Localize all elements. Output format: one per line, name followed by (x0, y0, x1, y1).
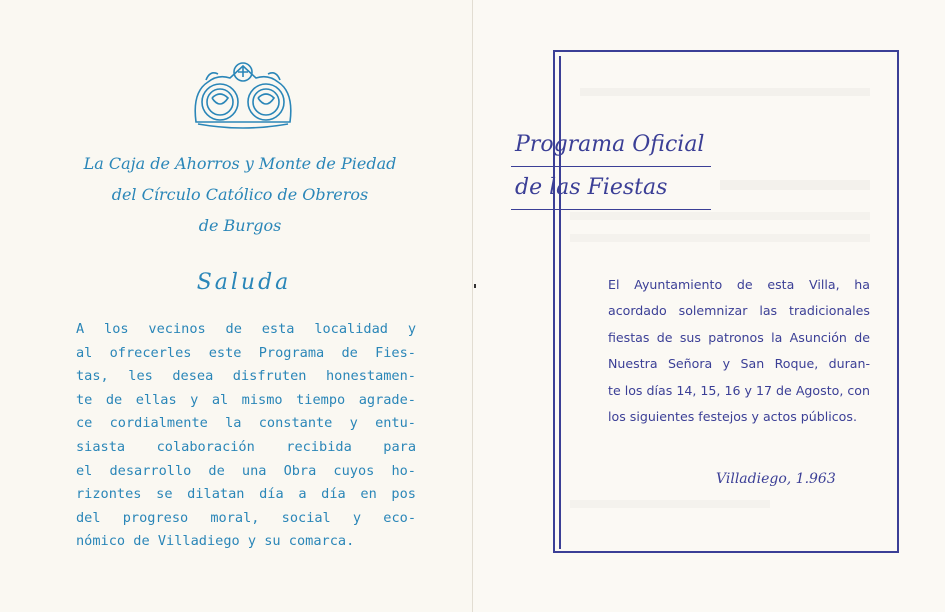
show-through-shadow (720, 180, 870, 190)
show-through-shadow (570, 212, 870, 220)
show-through-shadow (570, 500, 770, 508)
crest-icon (188, 52, 298, 130)
greeting-line: al ofrecerles este Programa de Fies- (76, 344, 416, 361)
place-date: Villadiego, 1.963 (716, 471, 836, 487)
fold-mark (474, 284, 476, 288)
program-title (511, 124, 711, 210)
announcement-line: acordado solemnizar las tradicionales (608, 303, 870, 319)
organization-line: de Burgos (198, 216, 282, 235)
program-title-line: Programa Oficial (511, 124, 711, 167)
show-through-shadow (580, 88, 870, 96)
organization-name (40, 148, 440, 241)
greeting-line: A los vecinos de esta localidad y (76, 321, 416, 337)
greeting-line: nómico de Villadiego y su comarca. (76, 533, 355, 550)
announcement-line: Nuestra Señora y San Roque, duran- (608, 356, 870, 372)
announcement-text (608, 272, 870, 430)
greeting-line: ce cordialmente la constante y entu- (76, 415, 416, 432)
announcement-line: El Ayuntamiento de esta Villa, ha (608, 277, 870, 292)
greeting-line: tas, les desea disfruten honestamen- (76, 368, 416, 385)
greeting-line: rizontes se dilatan día a día en pos (76, 486, 416, 503)
greeting-line: te de ellas y al mismo tiempo agrade- (76, 391, 416, 408)
greeting-line: del progreso moral, social y eco- (76, 509, 416, 526)
announcement-line: te los días 14, 15, 16 y 17 de Agosto, con (608, 382, 870, 398)
greeting-line: siasta colaboración recibida para (76, 438, 416, 455)
program-title-line: de las Fiestas (511, 167, 711, 210)
organization-line: La Caja de Ahorros y Monte de Piedad (83, 154, 397, 173)
announcement-line: fiestas de sus patronos la Asunción de (608, 329, 870, 345)
saluda-heading: Saluda (196, 270, 292, 295)
announcement-line: los siguientes festejos y actos públicos. (608, 409, 857, 425)
greeting-text (76, 318, 416, 554)
show-through-shadow (570, 234, 870, 242)
greeting-line: el desarrollo de una Obra cuyos ho- (76, 462, 416, 479)
organization-line: del Círculo Católico de Obreros (111, 185, 369, 204)
